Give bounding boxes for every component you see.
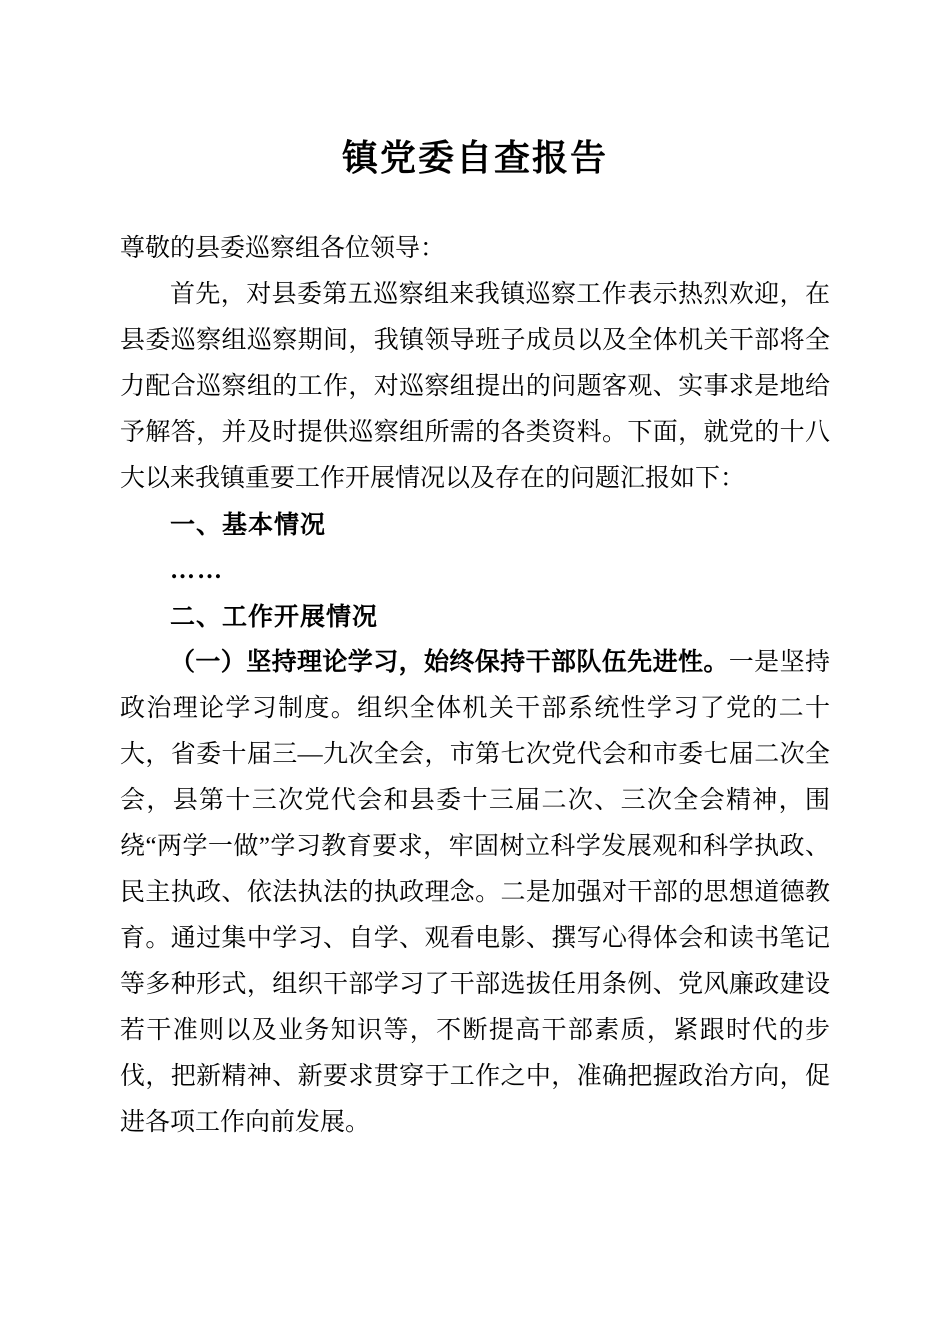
section-2-paragraph bbox=[120, 640, 830, 1146]
salutation-line: 尊敬的县委巡察组各位领导： bbox=[120, 235, 446, 262]
section-1-heading: 一、基本情况 bbox=[170, 511, 327, 539]
subsection-1-lead-sentence: （一）坚持理论学习，始终保持干部队伍先进性。 bbox=[170, 649, 729, 676]
intro-paragraph: 首先，对县委第五巡察组来我镇巡察工作表示热烈欢迎，在县委巡察组巡察期间，我镇领导班子成员以及全体机关干部将全力配合巡察组的工作，对巡察组提出的问题客观、实事求是地给予解答，并及时提供巡察组所需的各类资料。下面，就党的十八大以来我镇重要工作开展情况以及存在的问题汇报如下： bbox=[120, 281, 830, 492]
ellipsis-placeholder: …… bbox=[170, 557, 224, 584]
subsection-1-body-text: 一是坚持政治理论学习制度。组织全体机关干部系统性学习了党的二十大，省委十届三—九次全会，市第七次党代会和市委七届二次全会，县第十三次党代会和县委十三届二次、三次全会精神，围绕“两学一做”学习教育要求，牢固树立科学发展观和科学执政、民主执政、依法执法的执政理念。二是加强对干部的思想道德教育。通过集中学习、自学、观看电影、撰写心得体会和读书笔记等多种形式，组织干部学习了干部选拔任用条例、党风廉政建设若干准则以及业务知识等，不断提高干部素质，紧跟时代的步伐，把新精神、新要求贯穿于工作之中，准确把握政治方向，促进各项工作向前发展。 bbox=[120, 649, 830, 1136]
document-body bbox=[120, 226, 830, 1146]
section-2-heading: 二、工作开展情况 bbox=[170, 603, 379, 631]
document-title: 镇党委自查报告 bbox=[341, 138, 608, 178]
